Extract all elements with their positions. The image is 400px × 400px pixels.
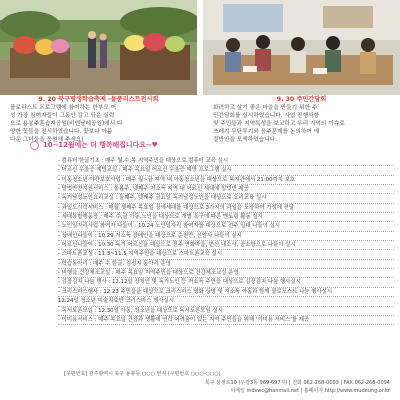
news-body-line: 양한 꽃들을 전시하였습니다. 꽃보다 아름: [10, 129, 113, 135]
list-item: - 이미용서비스 : 매주 목요일 건강과 생활에 연락 어려움이 있는 지역 주민들을 위해 '이미용 서비스'를 제공: [58, 316, 394, 325]
footer-address-note: [우편번호] 광주광역시 북구 용봉동 ○○○ 번지 (우편번호 ○○○-○○○): [64, 371, 221, 377]
news-body-line: 민간담회를 실시하였습니다. 사업 진행사항: [213, 113, 320, 119]
list-item: - 어르신 우울증 예방교실 : 매주 목요일 어르신 우울증 예방 프로그램 실시: [58, 166, 394, 175]
news-item-resident-meeting: [203, 0, 400, 144]
list-item: - 학습동아리 : 매주 수 한글, 검정지 동아리 운영: [58, 260, 394, 269]
list-item: - 이동청소년 야간보호사업 : 매주 월~금 지역 내 아동청소년을 대상으로 복지관에서 21:00까지 보호: [58, 176, 394, 185]
list-item: - 독거남성노인요리교실 : 둘째주, 넷째주 금요일 독거남성노인을 대상으로 요리교육 실시: [58, 194, 394, 203]
news-body: [0, 104, 197, 144]
news-body-line: 으로 용봉주훈습지공원(비엔날레공원)에서 다: [10, 121, 123, 127]
footer-contact: 북구 삼정로10 (우광3동 969-697지) | 전화 062-268-0093 | FAX 062-268-0094: [204, 380, 390, 386]
announcement-section: [0, 140, 400, 368]
news-body-line: 성 가장 참여자들이 그동안 갈고 닦은 실력: [10, 113, 115, 119]
list-item: - 장애인나들이 : 10.29 저소득 장애인을 대상으로 순천만, 선암사 나들이 실시: [58, 232, 394, 241]
news-title: 9. 20 북구평생학습축제 -물품리스트전시회: [38, 96, 159, 103]
footer-email-homepage: 이메일 mdswc@hanmail.net | 홈페이지 http://www.mudeung.or.kr: [230, 388, 390, 394]
smiley-icon: [30, 141, 39, 150]
list-item: - 어르신나들이 : 10.30 독거 어르신을 대상으로 전주 연화마을, 변산 내소사, 곰소항으로 나들이 실시: [58, 241, 394, 250]
news-body: [203, 104, 400, 144]
list-item: - 말벗반찬지원서비스 : 돌봄주, 넷째주 저소득 지역 내 어르신 세대에 말벗반 제공: [58, 185, 394, 194]
news-body-line: 다운 그녀들을 응원해 주세요!: [10, 137, 84, 143]
news-body-line: 및 주민들과 지역특성을 보고하고 우리 지역의 이슈로: [213, 121, 345, 127]
announcement-header: [30, 140, 158, 150]
news-item-flower-exhibit: [0, 0, 197, 144]
news-body-line: 쓰레기 무단투기와 음주문제를 논의하여 예: [213, 129, 320, 135]
footer: [0, 369, 400, 400]
news-body-line: 플로리스트 프로그램에 참여하는 한부모 여: [10, 105, 117, 111]
flower-exhibit-photo: [0, 0, 197, 95]
news-title: 9. 30 주민간담회: [276, 96, 327, 103]
news-section: [0, 0, 400, 143]
resident-meeting-photo: [203, 0, 400, 95]
program-list: [58, 157, 394, 325]
list-item: - 세대통합행동장 : 매주 수,금 아동,노인을 대상으로 개별 욕구에 따른 멘토링 활동 실시: [58, 213, 394, 222]
list-item: - 김장김치 나눔 행사 : 12.12일 장애인 및 독거노인 등 저소득 주민을 대상으로 김장김치 나눔 행사실시: [58, 278, 394, 287]
list-item: - 크리스마스행사 : 12.23 주민들을 대상으로 크리스마스 영화 상영 및 저소득 아동과 함께 콜로포스트 나눔 행사실시: [58, 288, 394, 297]
list-item: - 비행을 건강체조교실 : 매주 목요일 지역주민을 대상으로 건강체조교실 운영: [58, 269, 394, 278]
list-item: - 독서토론모임 : 12.30일 아동, 청소년을 대상으로 독서토론모임 실시: [58, 307, 394, 316]
list-item: - 컴퓨터 한글기초 : 매주 월,수,목 지역주민을 대상으로 컴퓨터 교육 실시: [58, 157, 394, 166]
list-item: - 스마트폰교실 : 11.3~11.5 지역주민을 대상으로 스마트폰교육 실시: [58, 250, 394, 259]
list-item: - 노인일자리사업 참여자 나들이 : 10.24 노인일자리 참여자를 대상으로 전주 일대 나들이 실시: [58, 222, 394, 231]
list-item: - 과일도시락서비스 : 매월 셋째주 목요일 장애세대를 대상으로 3가지의 과일을 포장하여 가정에 전달: [58, 204, 394, 213]
news-body-line: 절방안을 모색하였습니다.: [213, 137, 278, 143]
announcement-title: 10~12월에는 더 행복해집니다요~♥: [43, 141, 158, 149]
news-body-line: 화려하고 살기 좋은 마을을 만들기 위한 주: [213, 105, 318, 111]
list-item: 12.24일 청소년 미술치료반 크리스마스 행사실시: [58, 297, 394, 306]
